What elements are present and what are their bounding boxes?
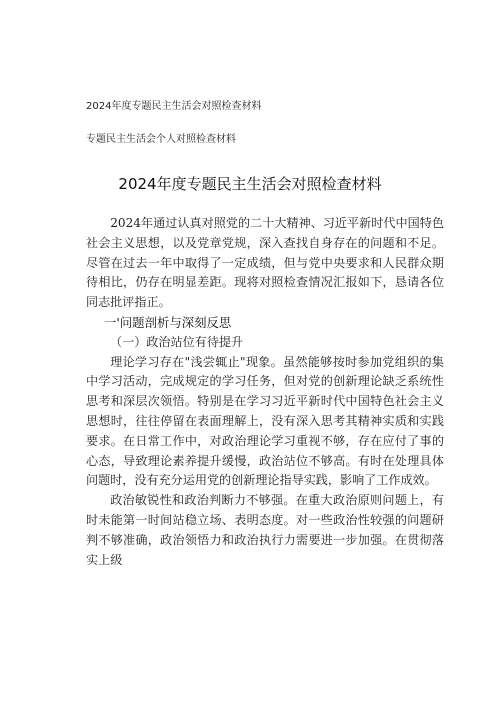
body-paragraph-2: 政治敏锐性和政治判断力不够强。在重大政治原则问题上，有时未能第一时间站稳立场、表明态度。对一些政治性较强的问题研判不够准确，政治领悟力和政治执行力需要进一步加强。在贯彻落实上级 <box>86 493 444 567</box>
document-body <box>86 214 444 570</box>
subsection-heading: （一）政治站位有待提升 <box>110 334 244 349</box>
running-header-title: 2024年度专题民主生活会对照检查材料 <box>86 101 262 112</box>
document-title: 2024年度专题民主生活会对照检查材料 <box>118 175 382 193</box>
running-header-subtitle: 专题民主生活会个人对照检查材料 <box>86 134 236 145</box>
section-heading: 一'问题剖析与深刻反思 <box>104 314 232 330</box>
intro-paragraph: 2024年通过认真对照党的二十大精神、习近平新时代中国特色社会主义思想，以及党章党规，深入查找自身存在的问题和不足。尽管在过去一年中取得了一定成绩，但与党中央要求和人民群众期待相比，仍存在明显差距。现将对照检查情况汇报如下，恳请各位同志批评指正。 <box>86 216 444 310</box>
body-paragraph-1: 理论学习存在"浅尝辄止"现象。虽然能够按时参加党组织的集中学习活动，完成规定的学习任务，但对党的创新理论缺乏系统性思考和深层次领悟。特别是在学习习近平新时代中国特色社会主义思想时，往往停留在表面理解上，没有深入思考其精神实质和实践要求。在日常工作中，对政治理论学习重视不够，存在应付了事的心态，导致理论素养提升缓慢，政治站位不够高。有时在处理具体问题时，没有充分运用党的创新理论指导实践，影响了工作成效。 <box>86 354 444 488</box>
